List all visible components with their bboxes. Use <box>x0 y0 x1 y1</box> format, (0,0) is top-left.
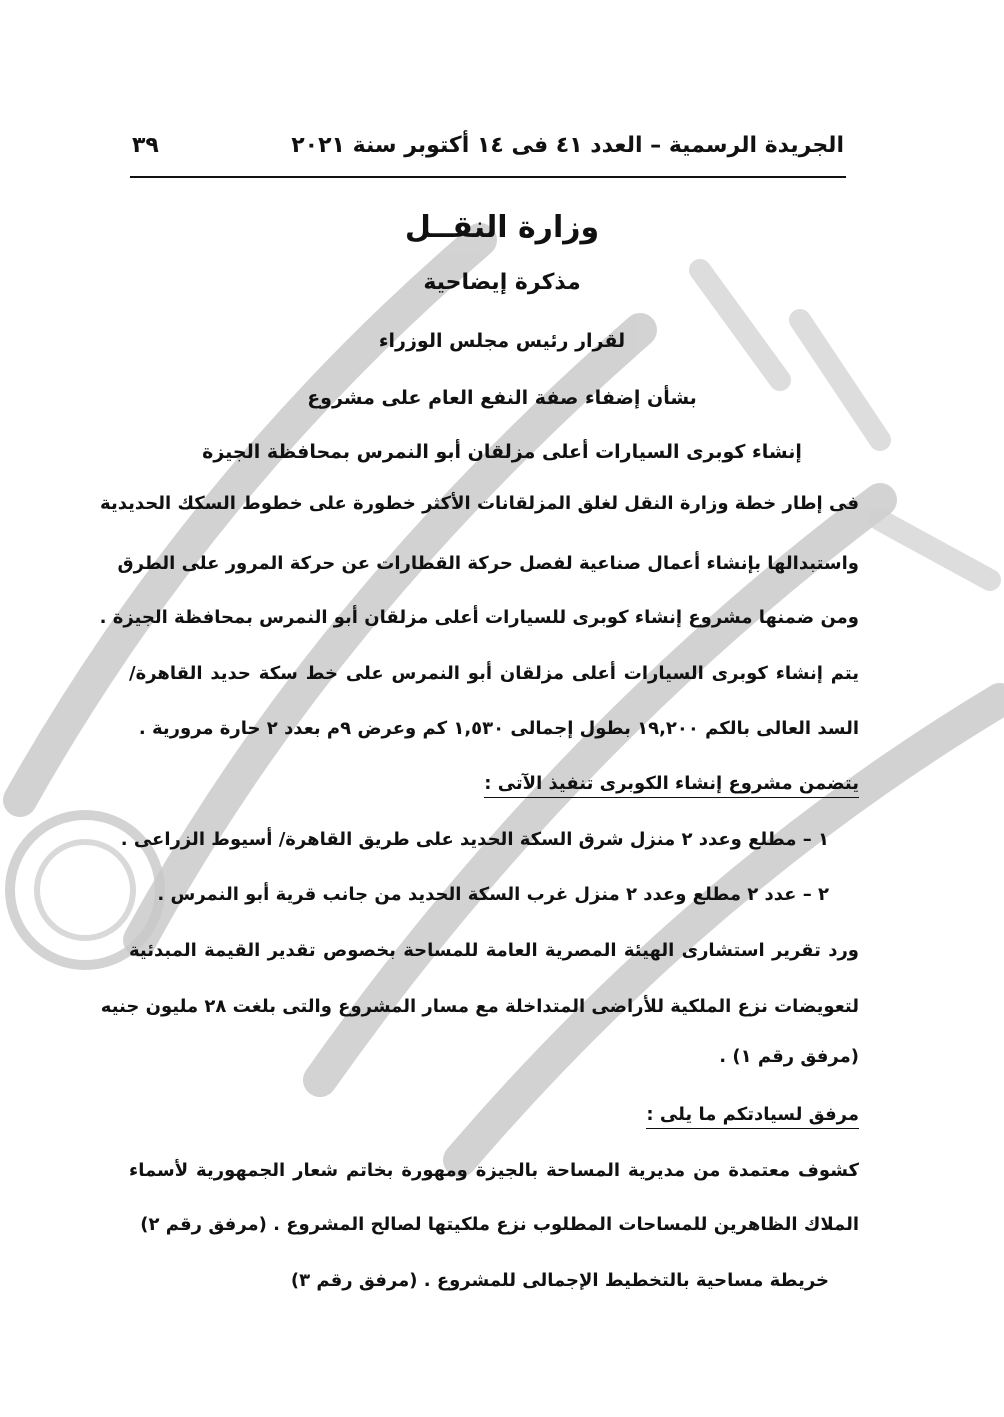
paragraph-4-line-1: ورد تقرير استشارى الهيئة المصرية العامة للمساحة بخصوص تقدير القيمة المبدئية <box>129 940 859 961</box>
scope-heading: يتضمن مشروع إنشاء الكوبرى تنفيذ الآتى : <box>484 773 859 798</box>
paragraph-5-heading <box>646 1104 859 1125</box>
memo-title: مذكرة إيضاحية <box>423 270 581 295</box>
paragraph-1-line-1: فى إطار خطة وزارة النقل لغلق المزلقانات الأكثر خطورة على خطوط السكك الحديدية <box>100 493 859 514</box>
paragraph-1-line-2: واستبدالها بإنشاء أعمال صناعية لفصل حركة القطارات عن حركة المرور على الطرق <box>117 553 859 574</box>
paragraph-5-line-2: الملاك الظاهرين للمساحات المطلوب نزع ملكيتها لصالح المشروع . (مرفق رقم ٢) <box>140 1214 859 1235</box>
page-header <box>132 125 844 165</box>
paragraph-6-line-1: خريطة مساحية بالتخطيط الإجمالى للمشروع . (مرفق رقم ٣) <box>290 1270 829 1291</box>
decree-title: لقرار رئيس مجلس الوزراء <box>378 330 626 352</box>
ministry-title: وزارة النقــل <box>404 210 600 245</box>
project-title: إنشاء كوبرى السيارات أعلى مزلقان أبو النمرس بمحافظة الجيزة <box>202 441 802 463</box>
header-rule <box>130 176 846 178</box>
attachments-heading: مرفق لسيادتكم ما يلى : <box>646 1104 859 1129</box>
subject-title: بشأن إضفاء صفة النفع العام على مشروع <box>307 387 697 409</box>
publication-line: الجريدة الرسمية – العدد ٤١ فى ١٤ أكتوبر سنة ٢٠٢١ <box>291 132 844 158</box>
list-item-2: ٢ – عدد ٢ مطلع وعدد ٢ منزل غرب السكة الحديد من جانب قرية أبو النمرس . <box>157 884 829 905</box>
paragraph-4-line-2: لتعويضات نزع الملكية للأراضى المتداخلة مع مسار المشروع والتى بلغت ٢٨ مليون جنيه <box>100 996 859 1017</box>
paragraph-2-line-2: السد العالى بالكم ١٩,٢٠٠ بطول إجمالى ١,٥٣٠ كم وعرض ٩م بعدد ٢ حارة مرورية . <box>138 718 859 739</box>
paragraph-1-line-3: ومن ضمنها مشروع إنشاء كوبرى للسيارات أعلى مزلقان أبو النمرس بمحافظة الجيزة . <box>99 607 859 628</box>
paragraph-2-line-1: يتم إنشاء كوبرى السيارات أعلى مزلقان أبو النمرس على خط سكة حديد القاهرة/ <box>129 663 859 684</box>
page-number: ٣٩ <box>132 132 159 158</box>
paragraph-3-heading <box>484 773 859 794</box>
paragraph-5-line-1: كشوف معتمدة من مديرية المساحة بالجيزة ومهورة بخاتم شعار الجمهورية لأسماء <box>129 1160 859 1181</box>
paragraph-4-line-3: (مرفق رقم ١) . <box>719 1046 859 1067</box>
list-item-1: ١ – مطلع وعدد ٢ منزل شرق السكة الحديد على طريق القاهرة/ أسيوط الزراعى . <box>120 829 829 850</box>
